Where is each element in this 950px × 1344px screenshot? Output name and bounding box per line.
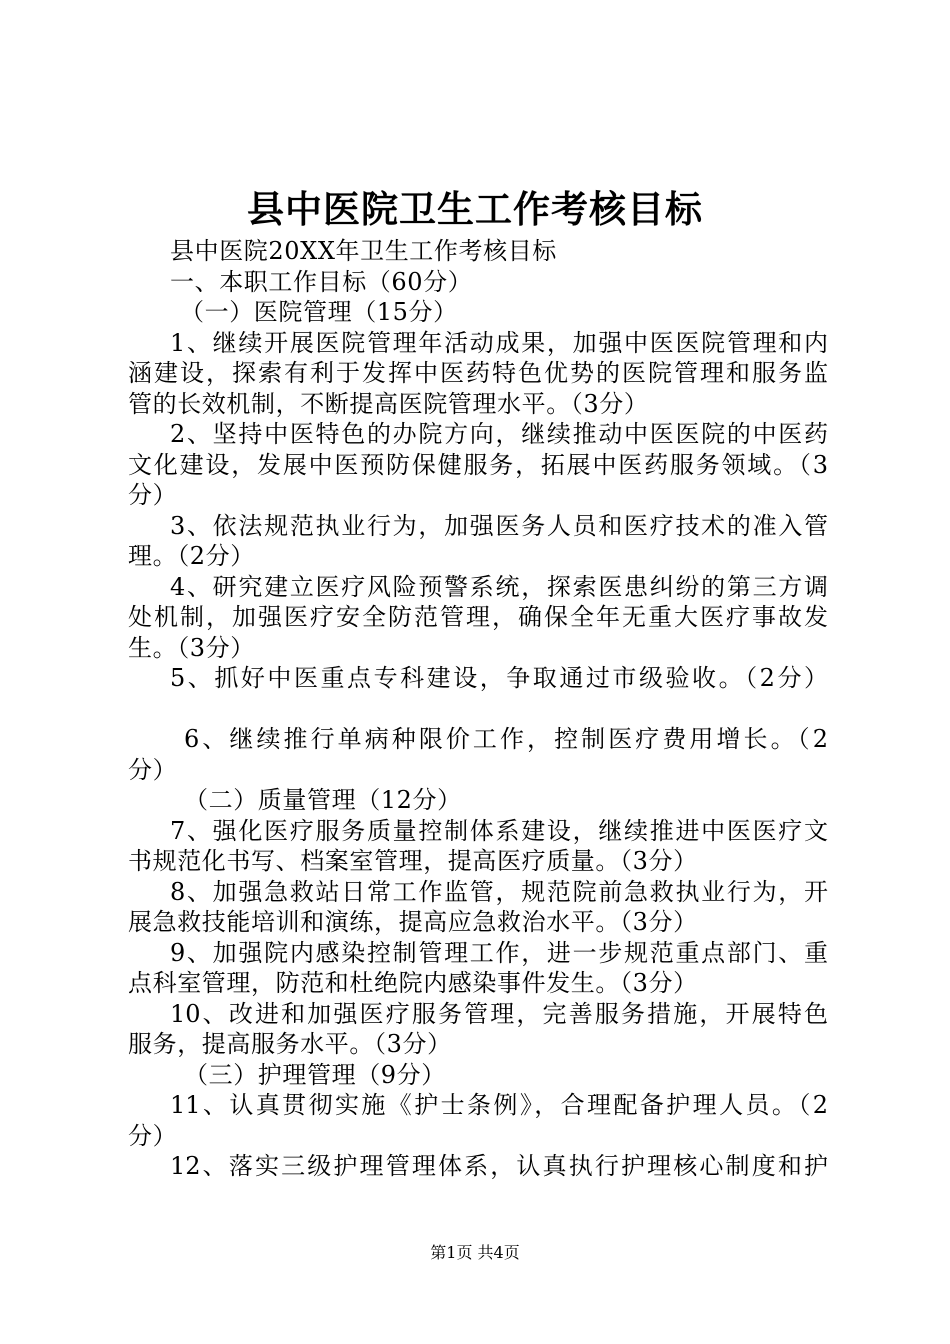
paragraph-line: 点科室管理，防范和杜绝院内感染事件发生。（3分） [128,969,698,997]
subtitle-line: 县中医院20XX年卫生工作考核目标 [170,237,557,265]
paragraph-line: 12、落实三级护理管理体系，认真执行护理核心制度和护 [170,1152,828,1180]
paragraph-line: 7、强化医疗服务质量控制体系建设，继续推进中医医疗文 [170,816,828,845]
paragraph-line: 文化建设，发展中医预防保健服务，拓展中医药服务领域。（3 [128,450,828,479]
paragraph-line: 10、改进和加强医疗服务管理，完善服务措施，开展特色 [170,999,828,1028]
paragraph-line: 8、加强急救站日常工作监管，规范院前急救执业行为，开 [170,877,828,906]
paragraph-line: 理。（2分） [128,542,255,570]
section-heading: 一、本职工作目标（60分） [170,267,473,296]
paragraph-line: 4、研究建立医疗风险预警系统，探索医患纠纷的第三方调 [170,572,828,601]
paragraph-line: 生。（3分） [128,633,255,662]
paragraph-line: 3、依法规范执业行为，加强医务人员和医疗技术的准入管 [170,511,828,540]
paragraph-line: 展急救技能培训和演练，提高应急救治水平。（3分） [128,908,698,936]
paragraph-line: 涵建设，探索有利于发挥中医药特色优势的医院管理和服务监 [128,359,828,387]
page-footer: 第1页 共4页 [430,1243,520,1262]
document-title: 县中医院卫生工作考核目标 [247,187,703,231]
blank-line [128,694,828,725]
subsection-heading: （三）护理管理（9分） [184,1060,446,1089]
subsection-heading: （二）质量管理（12分） [184,786,462,814]
paragraph-line: 分） [128,1121,178,1150]
paragraph-line: 5、抓好中医重点专科建设，争取通过市级验收。（2分） [170,664,828,692]
paragraph-line: 11、认真贯彻实施《护士条例》，合理配备护理人员。（2 [170,1091,828,1119]
subsection-heading: （一）医院管理（15分） [180,298,458,326]
paragraph-line: 2、坚持中医特色的办院方向，继续推动中医医院的中医药 [170,420,828,448]
paragraph-line: 6、继续推行单病种限价工作，控制医疗费用增长。（2 [184,725,828,753]
document-body [128,236,828,1182]
paragraph-line: 书规范化书写、档案室管理，提高医疗质量。（3分） [128,847,698,875]
paragraph-line: 服务，提高服务水平。（3分） [128,1030,452,1058]
paragraph-line: 分） [128,481,178,509]
paragraph-line: 管的长效机制，不断提高医院管理水平。（3分） [128,389,649,418]
paragraph-line: 分） [128,755,178,784]
paragraph-line: 9、加强院内感染控制管理工作，进一步规范重点部门、重 [170,938,828,967]
paragraph-line: 1、继续开展医院管理年活动成果，加强中医医院管理和内 [170,328,828,357]
paragraph-line: 处机制，加强医疗安全防范管理，确保全年无重大医疗事故发 [128,603,828,631]
